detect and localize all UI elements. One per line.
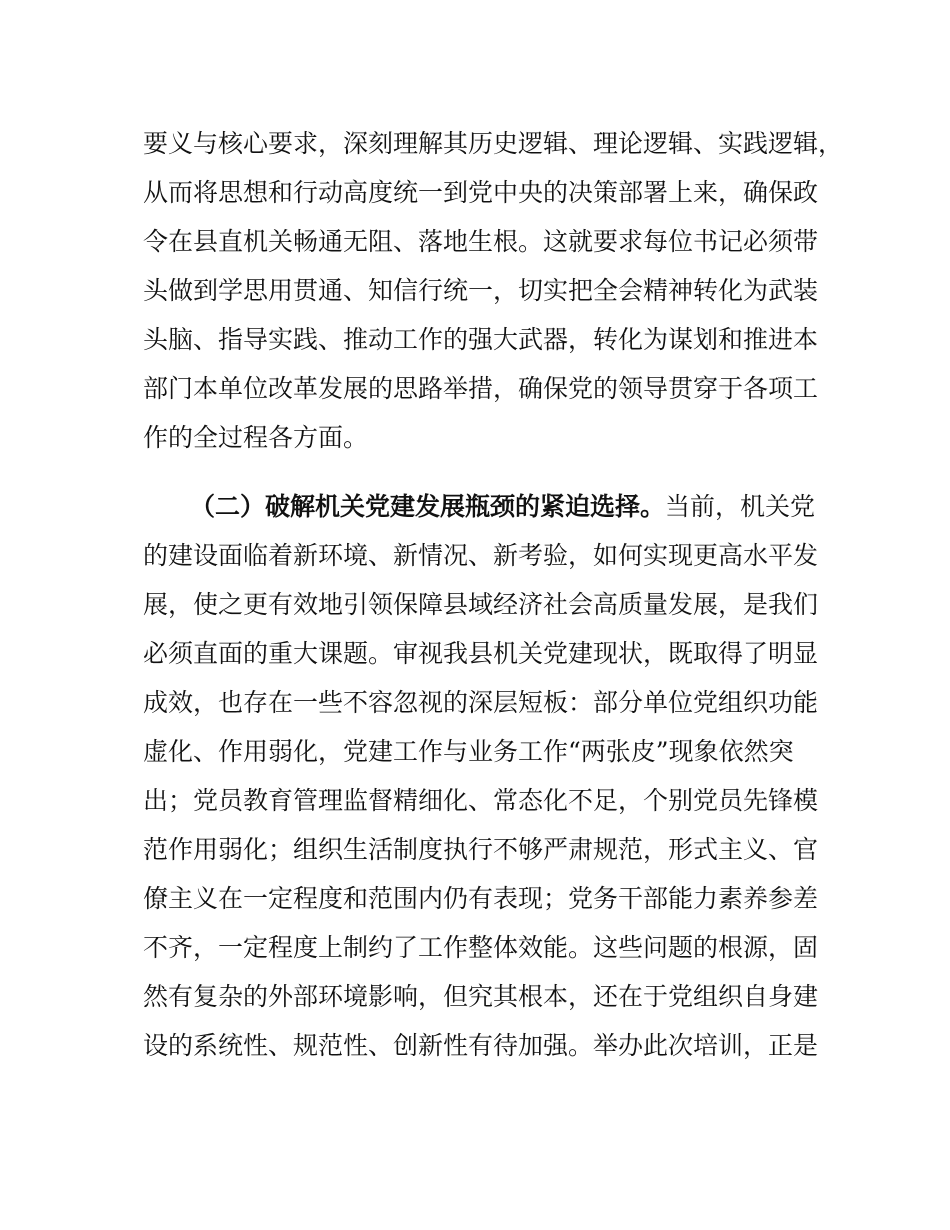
section-heading: （二）破解机关党建发展瓶颈的紧迫选择。 [190, 492, 666, 521]
paragraph-1-line-6: 部门本单位改革发展的思路举措，确保党的领导贯穿于各项工 [143, 374, 819, 403]
paragraph-2-line-3: 展，使之更有效地引领保障县域经济社会高质量发展，是我们 [143, 590, 819, 619]
paragraph-2-line-7: 出；党员教育管理监督精细化、常态化不足，个别党员先锋模 [143, 786, 819, 815]
paragraph-2-line-4: 必须直面的重大课题。审视我县机关党建现状，既取得了明显 [143, 639, 819, 668]
paragraph-1-line-3: 令在县直机关畅通无阻、落地生根。这就要求每位书记必须带 [143, 227, 819, 256]
paragraph-2-line-5: 成效，也存在一些不容忽视的深层短板：部分单位党组织功能 [143, 688, 819, 717]
paragraph-2-line-8: 范作用弱化；组织生活制度执行不够严肃规范，形式主义、官 [143, 835, 819, 864]
paragraph-2-line-1-rest: 当前，机关党 [665, 492, 816, 521]
paragraph-2-line-12: 设的系统性、规范性、创新性有待加强。举办此次培训，正是 [143, 1031, 819, 1060]
paragraph-1-line-2: 从而将思想和行动高度统一到党中央的决策部署上来，确保政 [143, 178, 819, 207]
paragraph-1-line-4: 头做到学思用贯通、知信行统一，切实把全会精神转化为武装 [143, 276, 819, 305]
paragraph-2-line-2: 的建设面临着新环境、新情况、新考验，如何实现更高水平发 [143, 541, 819, 570]
paragraph-2-line-6: 虚化、作用弱化，党建工作与业务工作“两张皮”现象依然突 [143, 737, 794, 766]
paragraph-1-line-7: 作的全过程各方面。 [143, 423, 369, 452]
paragraph-2-line-11: 然有复杂的外部环境影响，但究其根本，还在于党组织自身建 [143, 982, 819, 1011]
paragraph-2-line-10: 不齐，一定程度上制约了工作整体效能。这些问题的根源，固 [143, 933, 819, 962]
paragraph-1-line-5: 头脑、指导实践、推动工作的强大武器，转化为谋划和推进本 [143, 325, 819, 354]
paragraph-2-line-1 [190, 490, 815, 524]
paragraph-1-line-1: 要义与核心要求，深刻理解其历史逻辑、理论逻辑、实践逻辑， [143, 129, 844, 158]
paragraph-2-line-9: 僚主义在一定程度和范围内仍有表现；党务干部能力素养参差 [143, 884, 819, 913]
